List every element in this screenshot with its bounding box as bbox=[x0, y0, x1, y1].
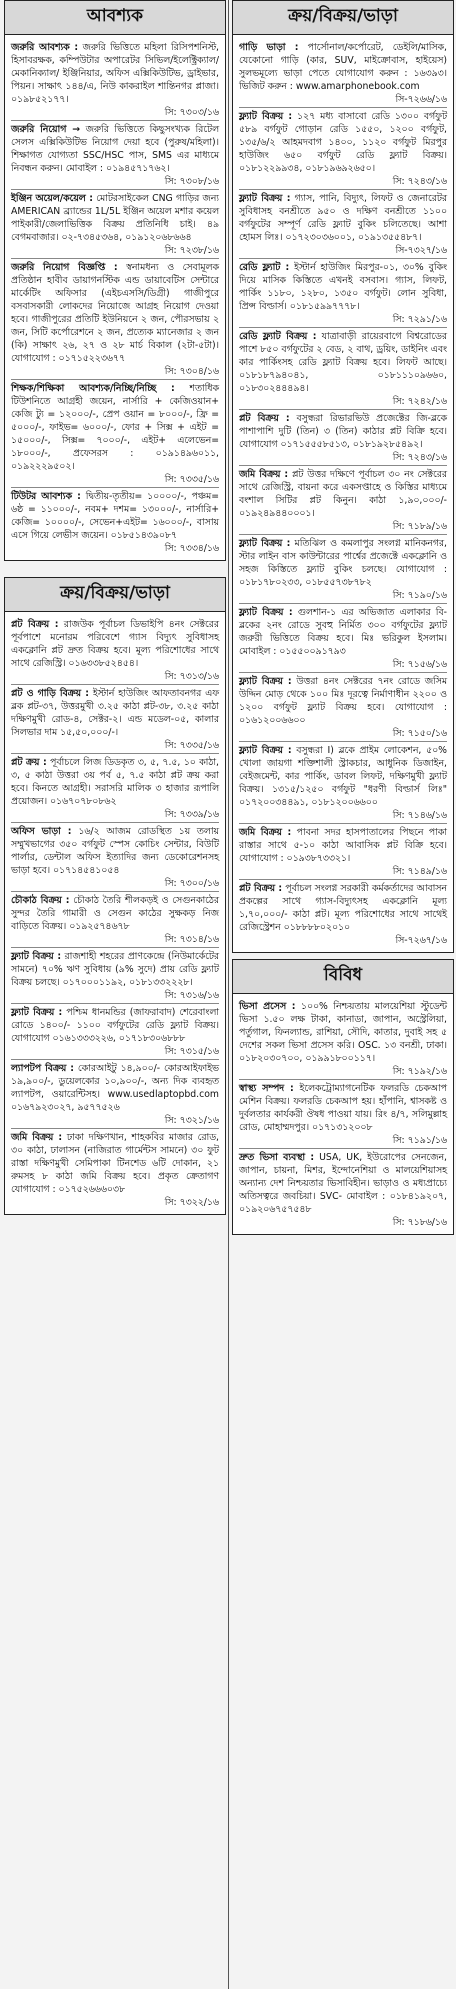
ad-heading: ফ্ল্যাট বিক্রয় : bbox=[239, 676, 292, 687]
ad-reference-code: সি: ৭৩১৬/১৬ bbox=[164, 990, 219, 1001]
classified-ad bbox=[239, 466, 447, 535]
ad-text: ১০০% নিশ্চয়তায় মালয়েশিয়া স্টুডেন্ট ভিসা ১.৫০ লক্ষ টাকা, কানাডা, জাপান, অস্ট্রেলিয়া, পর্তুগাল, ফিনল্যান্ড, রাশিয়া, সৌদি, কাতার, দুবাই সহ ৫ দেশের সকল ভিসা প্রসেস করি। OSC. ১৩ বনশ্রী, ঢাকা। ০১৮২০৩০৭০০, ০১৯৯১৮০০১১৭। bbox=[239, 1001, 447, 1064]
ad-reference-code: সি: ৭১৪৬/১৬ bbox=[392, 810, 447, 821]
section-title-wanted: আবশ্যক bbox=[5, 1, 225, 35]
ad-text: পূর্বাচলে লিজ ডিডকৃত ৩, ৫, ৭.৫, ১০ কাঠা, ৩, ৫ কাঠা উত্তরা ৩য় পর্ব ৫, ৭.৫ কাঠা প্লট ক্রয় করা হবে। কিনতে আগ্রহী। সরাসরি মালিক ৩ হাজার রূপালি প্রয়োজন। ০১৬৭০৭৮০৮৬২ bbox=[11, 757, 220, 807]
ad-text: গুলশান-১ এর অভিজাত এলাকার বি-ব্লকের ২নং রোডে সুবহু নির্মিত ৩০০ বর্গফুটের ফ্ল্যাট জরুরী ভিত্তিতে বিক্রয় হবে। মিঃ ভরিকুল ইসলাম। মোবাইল : ০১৫৫০০৯১৭৯৩ bbox=[239, 607, 447, 657]
ad-heading: গাড়ি ভাড়া : bbox=[239, 42, 299, 53]
section-title-buy-sell-rent: ক্রয়/বিক্রয়/ভাড়া bbox=[5, 578, 225, 612]
classified-ad bbox=[11, 1004, 219, 1060]
classified-ad bbox=[11, 754, 219, 823]
ad-reference-code: সি: ৭৩৩৪/১৬ bbox=[164, 543, 219, 554]
ad-heading: স্বাস্থ্য সম্পদ : bbox=[239, 1083, 294, 1094]
ad-reference-code: সি: ৭১৫০/১৬ bbox=[392, 728, 447, 739]
ad-reference-code: সি: ৭২৯১/১৬ bbox=[392, 314, 447, 325]
ad-heading: ভিসা প্রসেস : bbox=[239, 1001, 296, 1012]
classified-ad bbox=[11, 685, 219, 754]
ad-text: USA, UK, ইউরোপের সেনজেন, জাপান, চায়না, মিশর, ইন্দোনেশিয়া ও মালয়েশিয়াসহ অন্যান্য দেশ নিশ্চয়তার ভিসাবিহীন। ভাড়াও ও মধ্যপ্রাচ্যে অতিসত্বরে জবচিয়া। SVC- মোবাইল : ০১৮৪১৯২০৭, ০১৯২০৬৭৫৭৫৪৮ bbox=[239, 1152, 447, 1215]
classified-ad bbox=[11, 948, 219, 1004]
classified-ad bbox=[239, 108, 447, 190]
ad-heading: প্লট ক্রয় : bbox=[11, 757, 47, 768]
ad-heading: জরুরি নিয়োগ বিজ্ঞপ্তি : bbox=[11, 262, 118, 273]
ad-text: ইলেকট্রোম্যাগনেটিক ফলরডি চেকআপ মেশিন বিক্রয়। ফলরডি চেকআপ হয়। হাঁপানি, শ্বাসকষ্ট ও দুর্বলতার কার্যকরী ঔষধ পাওয়া যায়। রিং ৪/৭, সলিমুল্লাহ রোড, মোহাম্মদপুর। ০১৭১৩১২০০৮ bbox=[239, 1083, 447, 1133]
ad-text: শতাধিক টিউশনিতে আগ্রহী জয়েন, নার্সারি + কেজিওয়ান+ কেজি ট্যু = ১২০০০/-, প্রেপ ওয়ান = ৮০০০/-, ফ্রি = ৫০০০/-, ফাইভ= ৬০০০/-, ফোর + সিক্স + এইট = ১৫০০০/-, সিক্স= ৭০০০/-, এইট+ এলেভেন= ১৮০০০/-, প্রফেসরস : ০১৯১৪৯৬০১১, ০১৯২২২৯৫০২। bbox=[11, 383, 219, 472]
ad-reference-code: সি: ৭২৪৩/১৬ bbox=[392, 452, 447, 463]
ad-text: উত্তরা ৪নং সেক্টরের ৭নং রোডে জসিম উদ্দিন মোড় থেকে ১০০ মিঃ দূরত্বে নির্মাণাধীন ২২০০ ও ১২০০ বর্গফুট ফ্ল্যাট বিক্রয় হবে। যোগাযোগ : ০১৬১২০০৬৬০০ bbox=[239, 676, 447, 726]
classified-ad bbox=[239, 742, 447, 824]
classified-ad bbox=[239, 410, 447, 466]
ad-reference-code: সি: ৭২৪২/১৬ bbox=[392, 396, 447, 407]
ad-reference-code: সি: ৭৩১৫/১৬ bbox=[164, 1046, 219, 1057]
right-column bbox=[232, 0, 454, 1241]
classified-ad bbox=[11, 892, 219, 948]
ad-heading: জরুরি নিয়োগ → bbox=[11, 124, 80, 135]
ad-heading: শিক্ষক/শিক্ষিকা আবশ্যক/নিচ্ছি/নিচ্ছি : bbox=[11, 383, 175, 394]
ad-text: রাজশাহী শহরের প্রাণকেন্দ্রে (নিউমার্কেটের সামনে) ৭০% ঋণ সুবিধায় (৯% সুদে) প্রায় রেডি ফ্ল্যাট বিক্রয় চলছে। ০১৭০০০১১৯২, ০১৮১৩৩২২২৮। bbox=[11, 951, 219, 988]
classified-ad bbox=[239, 1149, 447, 1230]
classified-ad bbox=[239, 998, 447, 1080]
ad-text: যাত্রাবাড়ী রায়েরবাগে বিশ্বরোডের পাশে ৮৫০ বর্গফুটের ২ বেড, ২ বাথ, ড্রয়িং, ডাইনিং এবং কার পার্কিংসহ রেডি ফ্ল্যাট বিক্রয় হবে। লিফট আছে। ০১৮১৮৭৯৪০৪১, ০১৮১১১০৯৬৬০, ০১৮৩০২৪৪৪৯৪। bbox=[239, 331, 447, 394]
ad-reference-code: সি: ৭৩০০/১৬ bbox=[164, 878, 219, 889]
ad-heading: ফ্ল্যাট বিক্রয় : bbox=[239, 745, 292, 756]
ad-text: কোরআইটু ১৪,৯০০/- কোরআইফাইভ ১৯,৯০০/-, ডুয়েলকোর ১০,৯০০/-, অন্য দিক ব্যবহৃত ল্যাপটপ, ওয়ারেন্টিসহ। www.usedlaptopbd.com ০১৬৭৯২৩০২৭, ৯৫৭৭৫২৬ bbox=[11, 1063, 219, 1113]
ad-text: জরুরি ভিত্তিতে মহিলা রিসিপশনিস্ট, হিসাবরক্ষক, কম্পিউটার অপারেটর সিভিল/ইলেক্ট্রিক্যাল/মেকানিক্যাল/ ইঞ্জিনিয়ার, অফিস এক্সিকিউটিভ, ড্রাইভার, পিয়ন। সাক্ষাৎ ১৪৪/এ, নিউ কাকরাইল শান্তিনগর প্লাজা। ০১৯৮৫২১৭৭। bbox=[11, 42, 219, 105]
ad-text: চৌকাঠ তৈরি শীলকড়ই ও সেগুনকাঠের সুন্দর তৈরি গামারী ও সেগুন কাঠের সুক্ষকড় নিজ বাড়িতে বিক্রয়। ০১৯২৫৭৪৬৭৮ bbox=[11, 895, 219, 932]
ad-heading: প্লট বিক্রয় : bbox=[239, 413, 290, 424]
ad-text: রাজউক পূর্বাচল ডিভাইপি ৪নং সেক্টরের পূর্বপাশে মনোরম পরিবেশে গ্যাস বিদ্যুৎ সুবিধাসহ একক্লোনি প্লট দ্রুত বিক্রয় হবে। মূল্য পরিশোধের সাথে সাথে রেজিস্ট্রি। ০১৬৩৩৮৫২৪৫৪। bbox=[11, 619, 219, 669]
ad-text: মতিঝিল ও কমলাপুর সংলগ্ন মানিকনগর, স্টার লাইন বাস কাউন্টারের পার্শ্বের প্রজেক্টে একক্লোনি ও সহজ কিস্তিতে ফ্ল্যাট বুকিং চলছে। যোগাযোগ : ০১৮১৭৮০২৩৩, ০১৮৫৫৭৩৮৭৮২ bbox=[239, 538, 447, 588]
ad-heading: জমি বিক্রয় : bbox=[239, 469, 289, 480]
ad-reference-code: সি: ৭৩০৮/১৬ bbox=[164, 176, 219, 187]
ad-heading: ফ্ল্যাট বিক্রয় : bbox=[239, 607, 293, 618]
classified-ad bbox=[239, 328, 447, 410]
classified-ad bbox=[11, 121, 219, 190]
column-divider bbox=[228, 0, 229, 1989]
ad-reference-code: সি: ৭৩৩৫/১৬ bbox=[164, 740, 219, 751]
ad-text: ঢাকা দক্ষিণখান, শাহকবির মাজার রোড, ৩০ কাঠা, ঢালাসন (নাজিরাত গার্মেন্টস সামনে) ৩০ ফুট রাস্তা দক্ষিণমুখী সেমিপাকা টিনশেড ৬টি দোকান, ২১ রুমসহ ৮ কাঠা জমি বিক্রয় হবে। প্রকৃত ক্রেতাগণ যোগাযোগ : ০১৭৫২৬৬৬০৩৮ bbox=[11, 1132, 219, 1195]
ad-heading: ইঞ্জিন অয়েল/কয়েল : bbox=[11, 193, 93, 204]
ad-text: পাবনা সদর হাসপাতালের পিছনে পাকা রাস্তার সাথে ৫-১০ কাঠা আবাসিক প্লট বিক্রি হবে। যোগাযোগ : ০১৯৩৮৭৩৩২১। bbox=[239, 827, 447, 864]
ad-heading: জমি বিক্রয় : bbox=[239, 827, 292, 838]
section-title-miscellaneous: বিবিধ bbox=[233, 960, 453, 994]
ad-reference-code: সি: ৭৩১৪/১৬ bbox=[164, 934, 219, 945]
ad-heading: অফিস ভাড়া : bbox=[11, 826, 72, 837]
ad-reference-code: সি: ৭৩২১/১৬ bbox=[164, 1115, 219, 1126]
ad-heading: ফ্ল্যাট বিক্রয় : bbox=[239, 111, 293, 122]
ad-heading: ফ্ল্যাট বিক্রয় : bbox=[239, 193, 291, 204]
ad-reference-code: সি-৭২৬৭/১৬ bbox=[395, 935, 447, 946]
ad-reference-code: সি: ৭৩২২/১৬ bbox=[164, 1197, 219, 1208]
ad-text: জরুরি ভিত্তিতে কিছুসংখ্যক রিটেল সেলস এক্সিকিউটিভ নিয়োগ দেয়া হবে (পুরুষ/মহিলা)। শিক্ষাগত যোগ্যতা SSC/HSC পাস, SMS এর মাধ্যমে নিবন্ধন করুন। মোবাইল : ০১৯৪৫৭১৭৬২। bbox=[11, 124, 219, 174]
ad-text: পার্সোনাল/কর্পোরেট, ডেইলি/মাসিক, যেকোনো গাড়ি (কার, SUV, মাইক্রোবাস, হাইয়েস) সুলভমূল্যে ভাড়া পেতে যোগাযোগ করুন : ১৬৩৯৩। ভিজিট করুন : www.amarphonebook.com bbox=[239, 42, 447, 92]
ad-heading: ফ্ল্যাট বিক্রয় : bbox=[11, 951, 62, 962]
classified-ad bbox=[11, 39, 219, 121]
ad-reference-code: সি: ৭১৯০/১৬ bbox=[392, 590, 447, 601]
classified-ad bbox=[239, 604, 447, 673]
ad-heading: ল্যাপটপ বিক্রয় : bbox=[11, 1063, 75, 1074]
classified-ad bbox=[11, 488, 219, 556]
ad-text: গ্যাস, পানি, বিদ্যুৎ, লিফট ও জেনারেটর সুবিধাসহ বনশ্রীতে ৯৫০ ও দক্ষিণ বনশ্রীতে ১১০০ বর্গফুটের সম্পূর্ণ রেডি ফ্ল্যাট বুকিং চলিতেছে। আশা হোমস লিঃ। ০১৭২৩০৩৬০০১, ০১৯১৩৫৫৪৮৭। bbox=[239, 193, 447, 243]
ad-text: পূর্বাচল সংলগ্ন সরকারী কর্মকর্তাদের আবাসন প্রকল্পের সাথে গ্যাস-বিদ্যুৎসহ একক্লোনি মূল্য ১,৭০,০০০/- কাঠা প্লট। মূল্য পরিশোধের সাথে সাথেই রেজিস্ট্রেশন ০১৮৮৮৮০২০১০ bbox=[239, 883, 447, 933]
classified-ad bbox=[239, 880, 447, 948]
ad-reference-code: সি: ৭৩১৩/১৬ bbox=[164, 671, 219, 682]
ad-text: বসুন্ধরা রিভারভিউ প্রজেক্টের জি-ব্লকে পাশাপাশি দুটি (তিন) ৩ (তিন) কাঠার প্লট বিক্রি হবে। যোগাযোগ ০১৭১৫৫৫৮৫১৩, ০১৮১৯২৮৫৪৯২। bbox=[239, 413, 447, 450]
ad-heading: রেডি ফ্ল্যাট : bbox=[239, 262, 290, 273]
ad-heading: জরুরি আবশ্যক : bbox=[11, 42, 79, 53]
ad-reference-code: সি-৭২৬৬/১৬ bbox=[395, 94, 447, 105]
ad-heading: ফ্ল্যাট বিক্রয় : bbox=[239, 538, 291, 549]
section-miscellaneous bbox=[232, 959, 454, 1235]
classified-ad bbox=[11, 380, 219, 488]
ad-reference-code: সি: ৭৩০৩/১৬ bbox=[164, 107, 219, 118]
ad-reference-code: সি-৭৩২৭/১৬ bbox=[395, 245, 447, 256]
classified-ad bbox=[11, 259, 219, 380]
ad-text: বসুন্ধরা I) ব্লকে প্রাইম লোকেশন, ৫০% খোলা জায়গা শক্তিশালী স্ট্রাকচার, আধুনিক ডিজাইন, বেইজমেন্ট, কার পার্কিং, ডাবল লিফট, দক্ষিণমুখী ফ্ল্যাট বিক্রয়। ১৩১৫/১২৫০ বর্গফুট "ধরণী বিল্ডার্স লিঃ" ০১৭২০০৩৪৪৯১, ০১৮১২০০৬৬০০ bbox=[239, 745, 447, 808]
ad-heading: প্লট ও গাড়ি বিক্রয় : bbox=[11, 688, 89, 699]
ad-heading: দ্রুত ভিসা ব্যবস্থা : bbox=[239, 1152, 315, 1163]
ad-text: ১৬/২ আজম রোডস্থিত ১য় তলায় সম্মুখভাগের ৩৫০ বর্গফুট স্পেস কোচিং সেন্টার, বিউটি পার্লার, ডেন্টাল অফিস ইত্যাদির জন্য ডেকোরেশনসহ ভাড়া হবে। ০১৭১৪৫৪১০৫৪ bbox=[11, 826, 220, 876]
ad-reference-code: সি: ৭৩৩৯/১৬ bbox=[164, 809, 219, 820]
ad-heading: প্লট বিক্রয় : bbox=[239, 883, 283, 894]
ad-text: ইস্টার্ন হাউজিং মিরপুর-০১, ৩০% বুকিং দিয়ে মাসিক কিস্তিতে এখনই বসবাস। গ্যাস, লিফট, পার্কিং ১১৮০, ১২৮০, ১৩৫০ বর্গফুট। লোন সুবিধা, প্রিন্স বিল্ডার্স। ০১৮১৫৯৯৭৭৭৮। bbox=[239, 262, 447, 312]
classified-ad bbox=[11, 616, 219, 685]
ad-heading: টিউটর আবশ্যক : bbox=[11, 491, 81, 502]
ad-reference-code: সি: ৭১৫৬/১৬ bbox=[392, 659, 447, 670]
ad-reference-code: সি: ৭২৩৮/১৬ bbox=[164, 245, 219, 256]
ad-text: মোটরসাইকেল CNG গাড়ির জন্য AMERICAN ব্র্যান্ডের 1L/5L ইঞ্জিন অয়েল মশার কয়েল পাইকারী/জেলাভিত্তিক বিক্রয় প্রতিনিধি চাই। ৪৯ বেগমবাজার। ০২-৭৩৪৫৩৬৪, ০১৯১২০৬৮৬৬৪ bbox=[11, 193, 219, 243]
ad-heading: ফ্ল্যাট বিক্রয় : bbox=[11, 1007, 63, 1018]
ad-reference-code: সি: ৭১৮৬/১৬ bbox=[392, 1217, 447, 1228]
ad-text: ১২৭ মধ্য বাসাবো রেডি ১৩০০ বর্গফুট ৫৮৯ বর্গফুট গোড়ান রেডি ১৫৫০, ১২০০ বর্গফুট, ১৩৫/৬/২ আহমদবাগ ১৪০০, ১১২০ বর্গফুট মিরপুর হাউজিং ৬৫০ বর্গফুট রেডি ফ্ল্যাট বিক্রয়। ০১৮১২২৯৯৩৪, ০১৮১৯৬৯২৬৫০। bbox=[239, 111, 448, 174]
section-title-buy-sell-rent: ক্রয়/বিক্রয়/ভাড়া bbox=[233, 1, 453, 35]
ad-reference-code: সি: ৭১৪৯/১৬ bbox=[392, 866, 447, 877]
classified-ad bbox=[239, 673, 447, 742]
ad-reference-code: সি: ৭২৪৩/১৬ bbox=[392, 176, 447, 187]
ad-text: দ্বিতীয়-তৃতীয়= ১০০০০/-, পঞ্চম= ৬ষ্ঠ = ১১০০০/-, নবম+ দশম= ১৩০০০/-, নার্সারি+ কেজি= ১০০০০/-, সেভেন+এইট= ১৬০০০/-, বাসায় এসে গিয়ে লেভীস জয়েন। ০১৮৫১৪৩৯০৮৭ bbox=[11, 491, 219, 541]
classified-ad bbox=[239, 190, 447, 259]
section-wanted bbox=[4, 0, 226, 561]
ad-text: প্লট উত্তর দক্ষিণে পূর্বাচল ৩০ নং সেক্টরের সাথে রেজিস্ট্রি, বায়না করে একসপ্তাহে ও কিস্তির মাধ্যমে বংশাল সিটির প্লট কিনুন। কাঠা ১,৯০,০০০/- ০১৯২৪৯৪৪০০০১। bbox=[239, 469, 447, 519]
ad-heading: জমি বিক্রয় : bbox=[11, 1132, 63, 1143]
classified-ad bbox=[11, 1060, 219, 1129]
ad-heading: রেডি ফ্ল্যাট বিক্রয় : bbox=[239, 331, 317, 342]
classified-ad bbox=[239, 39, 447, 108]
classified-ad bbox=[239, 1080, 447, 1149]
ad-text: ইস্টার্ন হাউজিং আফতাবনগর এফ ব্লক প্লট-৩৭, উত্তরমুখী ৩.২৫ কাঠা প্লট-৩৮, ৩.২৫ কাঠা দক্ষিণমুখী রোড-৪, সেক্টর-২। এন্ড মডেল-০৫, কালার সিলভার দাম ১৫,৫০,০০০/-। bbox=[11, 688, 219, 738]
ad-text: পশ্চিম ধানমন্ডির (জাফরাবাদ) শেরেবাংলা রোডে ১৪০০/- ১১০০ বর্গফুটের রেডি ফ্ল্যাট বিক্রয়। যোগাযোগ ০১৬১৩৩৩২২৬, ০১৭১৮৩০৬৮৮৮ bbox=[11, 1007, 219, 1044]
ad-reference-code: সি: ৭১৯২/১৬ bbox=[392, 1066, 447, 1077]
section-buy-sell-rent-right bbox=[232, 0, 454, 953]
ad-reference-code: সি: ৭১৮৯/১৬ bbox=[392, 521, 447, 532]
classified-ad bbox=[11, 823, 219, 892]
classified-ad bbox=[239, 824, 447, 880]
ad-heading: প্লট বিক্রয় : bbox=[11, 619, 59, 630]
ad-text: স্বনামধন্য ও সেবামূলক প্রতিষ্ঠান হাবীব ডায়াগনস্টিক এন্ড ডায়াবেটিস সেন্টারে মার্কেটিং অফিসার (এইচএসসি/ডিগ্রী) গাজীপুরে বসবাসকারী লোকদের নিয়োজে আগ্রহ নিয়োগ দেওয়া হবে। গাজীপুরের প্রতিটি ইউনিয়নে ২ জন, পৌরসভায় ২ জন, সিটি কর্পোরেশনে ২ জন, প্রত্যেক ম্যানেজার ২ জন (কি) সাক্ষাৎ ২৬, ২৭ ও ২৮ মার্চ বিকাল (২টা-৫টা)। যোগাযোগ : ০১৭১৫২২৩৬৭৭ bbox=[11, 262, 219, 364]
section-buy-sell-rent-left bbox=[4, 577, 226, 1215]
ad-reference-code: সি: ৭১৯১/১৬ bbox=[392, 1135, 447, 1146]
classified-ad bbox=[11, 190, 219, 259]
ad-heading: চৌকাঠ বিক্রয় : bbox=[11, 895, 70, 906]
classified-ad bbox=[239, 259, 447, 328]
ad-reference-code: সি: ৭৩৩৫/১৬ bbox=[164, 474, 219, 485]
classified-ad bbox=[11, 1129, 219, 1210]
classified-ad bbox=[239, 535, 447, 604]
left-column bbox=[4, 0, 226, 1221]
ad-reference-code: সি: ৭৩০৪/১৬ bbox=[164, 366, 219, 377]
